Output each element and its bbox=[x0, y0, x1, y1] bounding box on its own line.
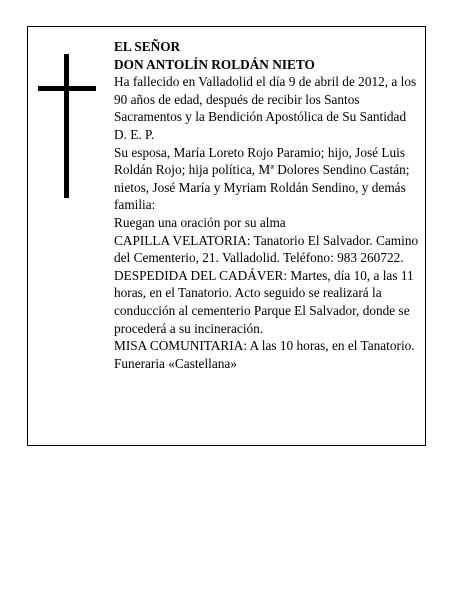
family-list: Su esposa, María Loreto Rojo Paramio; hijo, José Luis Roldán Rojo; hija política, Mª Dolores Sendino Castán; nietos, José María y Myriam Roldán Sendino, y demás familia: bbox=[114, 144, 410, 213]
community-mass-info: MISA COMUNITARIA: A las 10 horas, en el Tanatorio. bbox=[114, 338, 415, 354]
death-announcement: Ha fallecido en Valladolid el día 9 de abril de 2012, a los 90 años de edad, después de recibir los Santos Sacramentos y la Bendición Apostólica de Su Santidad D. E. P. bbox=[114, 74, 417, 142]
notice-title-line-1: EL SEÑOR bbox=[114, 39, 181, 54]
deceased-name: DON ANTOLÍN ROLDÁN NIETO bbox=[114, 56, 315, 72]
funeral-farewell-info: DESPEDIDA DEL CADÁVER: Martes, día 10, a las 11 horas, en el Tanatorio. Acto seguido se realizará la conducción al cementerio Parque El Salvador, donde se procederá a su incineración. bbox=[114, 267, 414, 336]
funeral-home: Funeraria «Castellana» bbox=[114, 355, 237, 371]
cross-icon bbox=[38, 54, 96, 198]
prayer-request: Ruegan una oración por su alma bbox=[114, 214, 286, 230]
obituary-text bbox=[114, 38, 422, 372]
cross-horizontal-bar bbox=[38, 86, 96, 91]
cross-vertical-bar bbox=[64, 54, 69, 198]
wake-chapel-info: CAPILLA VELATORIA: Tanatorio El Salvador. Camino del Cementerio, 21. Valladolid. Teléfono: 983 260722. bbox=[114, 232, 419, 266]
